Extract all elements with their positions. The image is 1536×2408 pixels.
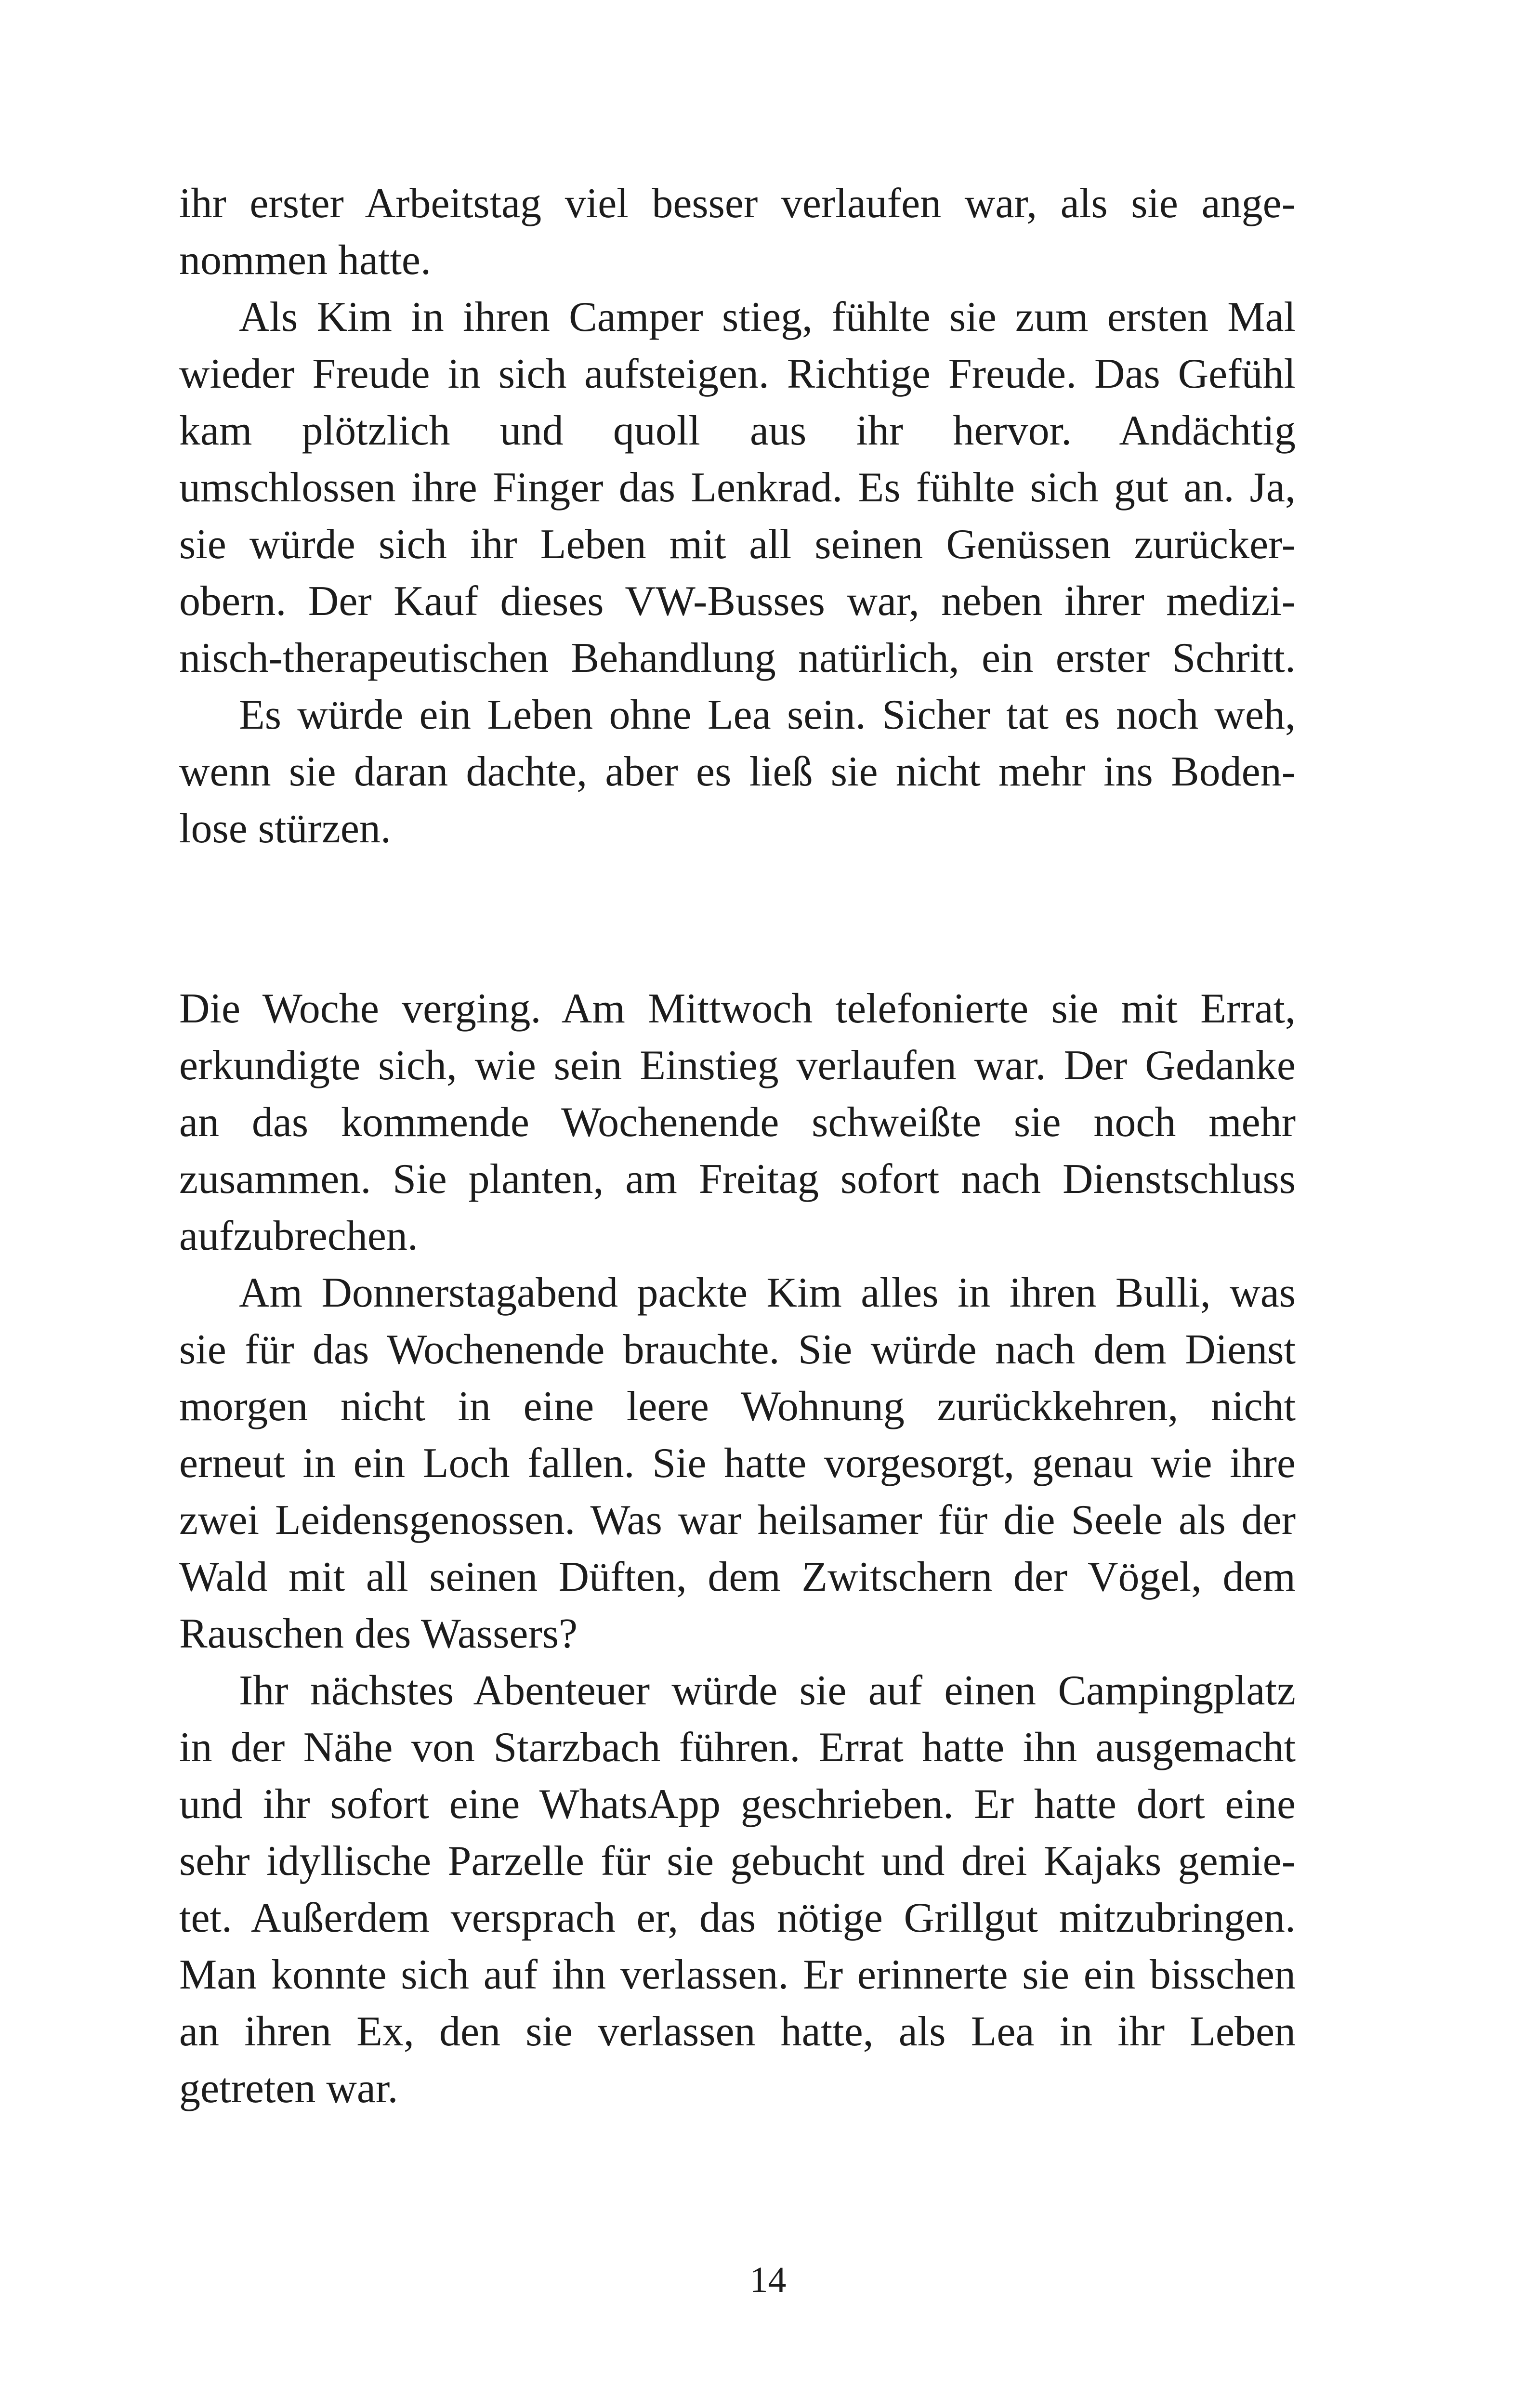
text-line: Ihr nächstes Abenteuer würde sie auf einen Campingplatz [239, 1667, 1296, 1714]
text-line: sehr idyllische Parzelle für sie gebucht und drei Kajaks gemie- [179, 1838, 1296, 1885]
text-line: morgen nicht in eine leere Wohnung zurückkehren, nicht [179, 1383, 1296, 1430]
text-line: und ihr sofort eine WhatsApp geschrieben. Er hatte dort eine [179, 1781, 1296, 1828]
text-line: nisch-therapeutischen Behandlung natürlich, ein erster Schritt. [179, 635, 1296, 681]
text-line: nommen hatte. [179, 237, 431, 284]
text-line: zwei Leidensgenossen. Was war heilsamer für die Seele als der [179, 1497, 1296, 1544]
text-line: umschlossen ihre Finger das Lenkrad. Es fühlte sich gut an. Ja, [179, 464, 1296, 511]
text-line: in der Nähe von Starzbach führen. Errat hatte ihn ausgemacht [179, 1724, 1296, 1771]
text-line: Die Woche verging. Am Mittwoch telefonierte sie mit Errat, [179, 985, 1296, 1032]
text-line: erneut in ein Loch fallen. Sie hatte vorgesorgt, genau wie ihre [179, 1440, 1296, 1487]
text-line: lose stürzen. [179, 805, 391, 852]
text-line: tet. Außerdem versprach er, das nötige Grillgut mitzubringen. [179, 1895, 1296, 1941]
text-line: kam plötzlich und quoll aus ihr hervor. Andächtig [179, 407, 1296, 454]
text-line: wieder Freude in sich aufsteigen. Richtige Freude. Das Gefühl [179, 351, 1296, 397]
text-line: Wald mit all seinen Düften, dem Zwitschern der Vögel, dem [179, 1554, 1296, 1600]
text-line: erkundigte sich, wie sein Einstieg verlaufen war. Der Gedanke [179, 1042, 1296, 1089]
text-line: aufzubrechen. [179, 1213, 418, 1259]
text-line: zusammen. Sie planten, am Freitag sofort nach Dienstschluss [179, 1156, 1296, 1203]
text-line: Rauschen des Wassers? [179, 1610, 578, 1657]
text-line: ihr erster Arbeitstag viel besser verlaufen war, als sie ange- [179, 180, 1296, 227]
text-line: sie für das Wochenende brauchte. Sie würde nach dem Dienst [179, 1326, 1296, 1373]
text-line: obern. Der Kauf dieses VW-Busses war, neben ihrer medizi- [179, 578, 1296, 625]
text-line: sie würde sich ihr Leben mit all seinen Genüssen zurücker- [179, 521, 1296, 568]
text-line: an das kommende Wochenende schweißte sie noch mehr [179, 1099, 1296, 1146]
text-line: Man konnte sich auf ihn verlassen. Er erinnerte sie ein bisschen [179, 1951, 1296, 1998]
text-line: an ihren Ex, den sie verlassen hatte, als Lea in ihr Leben [179, 2008, 1296, 2055]
text-line: wenn sie daran dachte, aber es ließ sie nicht mehr ins Boden- [179, 748, 1296, 795]
text-line: getreten war. [179, 2065, 398, 2112]
text-line: Es würde ein Leben ohne Lea sein. Sicher tat es noch weh, [239, 692, 1296, 738]
text-line: Als Kim in ihren Camper stieg, fühlte sie zum ersten Mal [239, 294, 1296, 340]
text-line: Am Donnerstagabend packte Kim alles in ihren Bulli, was [239, 1269, 1296, 1316]
page-number: 14 [749, 2260, 787, 2300]
